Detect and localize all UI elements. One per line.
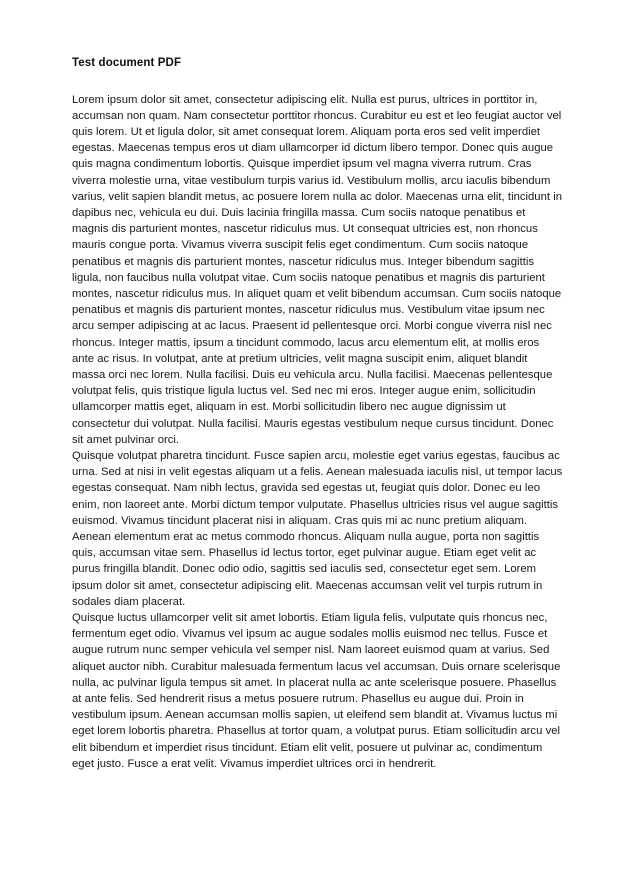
page-title: Test document PDF — [72, 57, 182, 69]
paragraph: Quisque luctus ullamcorper velit sit amet lobortis. Etiam ligula felis, vulputate quis rhoncus nec, fermentum eget odio. Vivamus vel ipsum ac augue sodales mollis euismod nec tellus. Fusce et augue rutrum nunc semper vehicula vel semper nisl. Nam laoreet euismod quam at varius. Sed aliquet auctor nibh. Curabitur malesuada fermentum lacus vel accumsan. Duis ornare scelerisque nulla, ac pulvinar ligula tempus sit amet. In placerat nulla ac ante scelerisque posuere. Phasellus at ante felis. Sed hendrerit risus a metus posuere rutrum. Phasellus eu augue dui. Proin in vestibulum ipsum. Aenean accumsan mollis sapien, ut eleifend sem blandit at. Vivamus luctus mi eget lorem lobortis pharetra. Phasellus at tortor quam, a volutpat purus. Etiam sollicitudin arcu vel elit bibendum et imperdiet risus tincidunt. Etiam elit velit, posuere ut pulvinar ac, condimentum eget justo. Fusce a erat velit. Vivamus imperdiet ultrices orci in hendrerit. — [72, 612, 561, 770]
paragraph: Lorem ipsum dolor sit amet, consectetur adipiscing elit. Nulla est purus, ultrices in porttitor in, accumsan non quam. Nam consectetur porttitor rhoncus. Curabitur eu est et leo feugiat auctor vel quis lorem. Ut et ligula dolor, sit amet consequat lorem. Aliquam porta eros sed velit imperdiet egestas. Maecenas tempus eros ut diam ullamcorper id dictum libero tempor. Donec quis augue quis magna condimentum lobortis. Quisque imperdiet ipsum vel magna viverra rutrum. Cras viverra molestie urna, vitae vestibulum turpis varius id. Vestibulum mollis, arcu iaculis bibendum varius, velit sapien blandit metus, ac posuere lorem nulla ac dolor. Maecenas urna elit, tincidunt in dapibus nec, vehicula eu dui. Duis lacinia fringilla massa. Cum sociis natoque penatibus et magnis dis parturient montes, nascetur ridiculus mus. Ut consequat ultricies est, non rhoncus mauris congue porta. Vivamus viverra suscipit felis eget condimentum. Cum sociis natoque penatibus et magnis dis parturient montes, nascetur ridiculus mus. Integer bibendum sagittis ligula, non faucibus nulla volutpat vitae. Cum sociis natoque penatibus et magnis dis parturient montes, nascetur ridiculus mus. In aliquet quam et velit bibendum accumsan. Cum sociis natoque penatibus et magnis dis parturient montes, nascetur ridiculus mus. Vestibulum vitae ipsum nec arcu semper adipiscing at ac lacus. Praesent id pellentesque orci. Morbi congue viverra nisl nec rhoncus. Integer mattis, ipsum a tincidunt commodo, lacus arcu elementum elit, at mollis eros ante ac risus. In volutpat, ante at pretium ultricies, velit magna suscipit enim, aliquet blandit massa orci nec lorem. Nulla facilisi. Duis eu vehicula arcu. Nulla facilisi. Maecenas pellentesque volutpat felis, quis tristique ligula luctus vel. Sed nec mi eros. Integer augue enim, sollicitudin ullamcorper mattis eget, aliquam in est. Morbi sollicitudin libero nec augue dignissim ut consectetur dui volutpat. Nulla facilisi. Mauris egestas vestibulum neque cursus tincidunt. Donec sit amet pulvinar orci. — [72, 93, 563, 446]
paragraph: Quisque volutpat pharetra tincidunt. Fusce sapien arcu, molestie eget varius egestas, faucibus ac urna. Sed at nisi in velit egestas aliquam ut a felis. Aenean malesuada iaculis nisl, ut tempor lacus egestas consequat. Nam nibh lectus, gravida sed egestas ut, feugiat quis dolor. Donec eu leo enim, non laoreet ante. Morbi dictum tempor vulputate. Phasellus ultricies risus vel augue sagittis euismod. Vivamus tincidunt placerat nisi in aliquam. Cras quis mi ac nunc pretium aliquam. Aenean elementum erat ac metus commodo rhoncus. Aliquam nulla augue, porta non sagittis quis, accumsan vitae sem. Phasellus id lectus tortor, eget pulvinar augue. Etiam eget velit ac purus fringilla blandit. Donec odio odio, sagittis sed iaculis sed, consectetur eget sem. Lorem ipsum dolor sit amet, consectetur adipiscing elit. Maecenas accumsan velit vel turpis rutrum in sodales diam placerat. — [72, 449, 563, 608]
document-body — [72, 92, 563, 773]
